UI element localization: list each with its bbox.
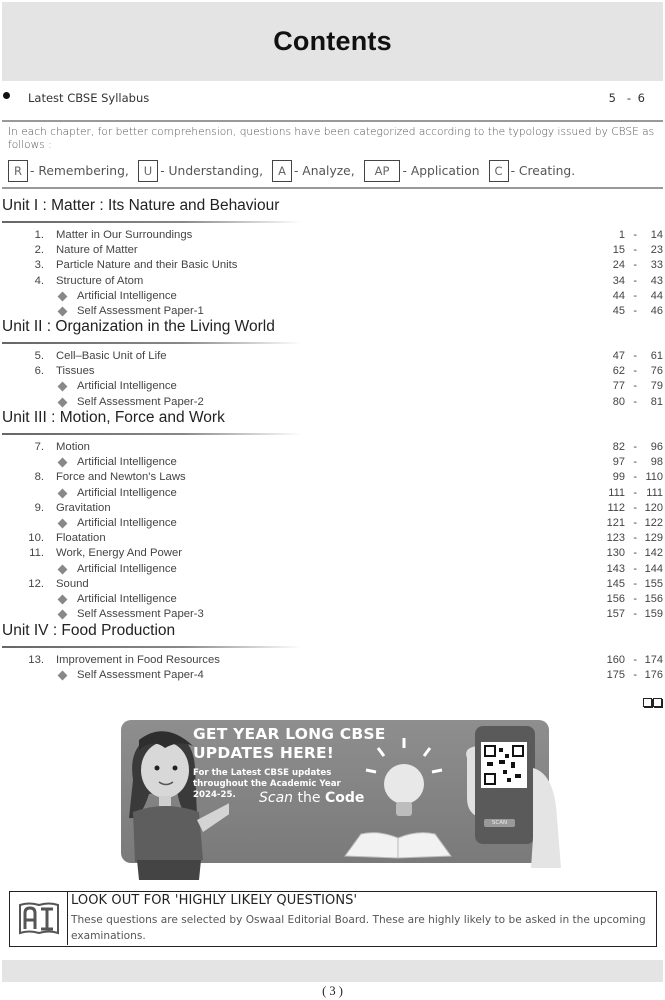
- page-dash: -: [633, 305, 637, 317]
- page-from: 123: [606, 532, 625, 545]
- page-to: 174: [644, 654, 663, 666]
- page-dash: -: [633, 501, 637, 514]
- entry-title: Self Assessment Paper-2: [77, 395, 204, 408]
- page-from: 45: [612, 305, 625, 317]
- code-badge: C: [489, 160, 509, 182]
- code-label: - Understanding,: [160, 163, 264, 178]
- page-to: 144: [644, 562, 663, 575]
- chapter-number: 12.: [28, 577, 44, 590]
- entry-title: Self Assessment Paper-3: [77, 608, 204, 621]
- scan-word: Scan: [259, 790, 294, 806]
- subtext-line: throughout the Academic Year: [193, 779, 341, 789]
- code-word: Code: [324, 790, 365, 806]
- page-dash: -: [633, 244, 637, 257]
- chapter-number: 3.: [34, 259, 44, 272]
- page-title: Contents: [273, 26, 392, 56]
- page-from: 143: [606, 562, 625, 575]
- toc-subentry[interactable]: [0, 487, 665, 502]
- page-from: 97: [612, 456, 625, 469]
- toc-subentry[interactable]: [0, 593, 665, 608]
- page-to: 46: [650, 305, 663, 317]
- toc-entry[interactable]: [0, 471, 665, 486]
- entry-title: Artificial Intelligence: [77, 486, 177, 499]
- toc-entry[interactable]: [0, 259, 665, 274]
- banner-headline: [193, 725, 386, 763]
- code-badge: AP: [364, 160, 401, 182]
- page-from: 62: [612, 365, 625, 378]
- page-to: 61: [650, 350, 663, 362]
- page-to: 98: [650, 456, 663, 469]
- page-header: [2, 2, 663, 81]
- page-to: 43: [650, 274, 663, 287]
- corner-marks: [643, 698, 662, 707]
- subtext-line: 2024-25.: [193, 790, 236, 800]
- page-from: 111: [608, 486, 625, 499]
- toc-subentry[interactable]: [0, 669, 665, 684]
- page-dash: -: [633, 229, 637, 241]
- page-to: 111: [646, 486, 663, 499]
- page-dash: -: [633, 456, 637, 469]
- page-dash: -: [633, 289, 637, 302]
- unit-divider: [2, 646, 302, 648]
- page-dash: -: [633, 380, 637, 393]
- divider: [2, 120, 663, 122]
- chapter-number: 5.: [34, 350, 44, 362]
- footer-band: [2, 960, 663, 982]
- page-dash: -: [633, 593, 637, 605]
- chapter-number: 4.: [34, 274, 44, 287]
- chapter-number: 2.: [34, 244, 44, 257]
- page-from: 157: [606, 608, 625, 621]
- entry-title: Self Assessment Paper-4: [77, 669, 204, 682]
- unit-divider: [2, 433, 302, 435]
- code-label: - Creating.: [510, 163, 576, 178]
- scan-button[interactable]: SCAN: [484, 819, 515, 827]
- entry-title: Particle Nature and their Basic Units: [56, 259, 238, 272]
- page-dash: -: [633, 365, 637, 378]
- square-icon: [653, 698, 662, 707]
- toc-subentry[interactable]: [0, 380, 665, 395]
- chapter-number: 7.: [34, 441, 44, 453]
- page-from: 47: [612, 350, 625, 362]
- page-from: 15: [612, 244, 625, 257]
- page-to: 176: [644, 669, 663, 682]
- toc-subentry[interactable]: [0, 608, 665, 623]
- syllabus-label: Latest CBSE Syllabus: [28, 91, 150, 105]
- entry-title: Force and Newton's Laws: [56, 471, 186, 484]
- phone-qr-illustration: [461, 718, 561, 868]
- entry-title: Artificial Intelligence: [77, 593, 177, 605]
- page-dash: -: [633, 669, 637, 682]
- diamond-bullet-icon: [58, 564, 68, 574]
- page-from: 99: [612, 471, 625, 484]
- chapter-number: 9.: [34, 501, 44, 514]
- page-from: 175: [606, 669, 625, 682]
- page-to: 6: [637, 91, 645, 105]
- headline-line: GET YEAR LONG CBSE: [193, 725, 386, 743]
- promo-banner[interactable]: [121, 720, 549, 863]
- chapter-number: 13.: [28, 654, 44, 666]
- page-to: 142: [644, 547, 663, 560]
- legend-item-analyze: [272, 160, 355, 182]
- page-to: 120: [644, 501, 663, 514]
- diamond-bullet-icon: [58, 458, 68, 468]
- diamond-bullet-icon: [58, 610, 68, 620]
- page-from: 82: [612, 441, 625, 453]
- entry-title: Artificial Intelligence: [77, 456, 177, 469]
- page-to: 129: [644, 532, 663, 545]
- toc-entry[interactable]: [0, 578, 665, 593]
- diamond-bullet-icon: [58, 397, 68, 407]
- legend-item-application: [364, 160, 480, 182]
- toc-entry[interactable]: [0, 547, 665, 562]
- ai-book-icon: [17, 899, 61, 939]
- page-dash: -: [633, 350, 637, 362]
- page-dash: -: [633, 608, 637, 621]
- page-from: 77: [612, 380, 625, 393]
- unit-title: Unit III : Motion, Force and Work: [2, 409, 225, 426]
- typology-legend: [8, 159, 584, 182]
- syllabus-entry[interactable]: [0, 89, 665, 109]
- entry-title: Work, Energy And Power: [56, 547, 182, 560]
- legend-item-understanding: [138, 160, 263, 182]
- page-from: 160: [606, 654, 625, 666]
- entry-title: Floatation: [56, 532, 106, 545]
- entry-title: Tissues: [56, 365, 95, 378]
- entry-title: Artificial Intelligence: [77, 380, 177, 393]
- page-to: 76: [650, 365, 663, 378]
- entry-title: Artificial Intelligence: [77, 562, 177, 575]
- diamond-bullet-icon: [58, 595, 68, 605]
- unit-divider: [2, 342, 302, 344]
- page-from: 156: [606, 593, 625, 605]
- page-number: ( 3 ): [322, 984, 343, 998]
- legend-item-remembering: [8, 160, 129, 182]
- unit-title: Unit I : Matter : Its Nature and Behaviour: [2, 197, 280, 214]
- chapter-number: 11.: [29, 547, 44, 560]
- square-icon: [643, 698, 652, 707]
- page-to: 14: [650, 229, 663, 241]
- entry-title: Artificial Intelligence: [77, 517, 177, 529]
- page-from: 24: [612, 259, 625, 272]
- ai-box-description: These questions are selected by Oswaal Editorial Board. These are highly likely to be asked in the upcoming examinations.: [71, 914, 646, 942]
- typology-intro: In each chapter, for better comprehension, questions have been categorized according to the typology issued by CBSE as follows :: [8, 126, 655, 151]
- page-dash: -: [626, 91, 631, 105]
- chapter-number: 6.: [34, 365, 44, 378]
- unit-title: Unit IV : Food Production: [2, 622, 176, 639]
- code-label: - Analyze,: [293, 163, 355, 178]
- ai-icon-cell: [10, 892, 68, 945]
- page-from: 44: [612, 289, 625, 302]
- page-to: 159: [644, 608, 663, 621]
- divider: [2, 187, 663, 189]
- page-dash: -: [633, 441, 637, 453]
- entry-title: Structure of Atom: [56, 274, 144, 287]
- page-to: 79: [650, 380, 663, 393]
- chapter-number: 10.: [28, 532, 44, 545]
- page-to: 122: [644, 517, 663, 529]
- page-from: 80: [612, 395, 625, 408]
- diamond-bullet-icon: [58, 488, 68, 498]
- toc-entry[interactable]: [0, 244, 665, 259]
- diamond-bullet-icon: [58, 671, 68, 681]
- bullet-icon: [3, 92, 10, 99]
- page-to: 96: [650, 441, 663, 453]
- highly-likely-questions-box: [9, 891, 657, 947]
- toc-entry[interactable]: [0, 502, 665, 517]
- diamond-bullet-icon: [58, 291, 68, 301]
- page-dash: -: [633, 471, 637, 484]
- scan-the-code: [259, 790, 364, 806]
- diamond-bullet-icon: [58, 382, 68, 392]
- entry-title: Nature of Matter: [56, 244, 138, 257]
- page-dash: -: [633, 274, 637, 287]
- entry-title: Cell–Basic Unit of Life: [56, 350, 167, 362]
- page-from: 34: [612, 274, 625, 287]
- entry-title: Matter in Our Surroundings: [56, 229, 193, 241]
- toc-entry[interactable]: [0, 365, 665, 380]
- entry-title: Artificial Intelligence: [77, 289, 177, 302]
- toc-entry[interactable]: [0, 532, 665, 547]
- page-dash: -: [633, 517, 637, 529]
- page-dash: -: [633, 486, 637, 499]
- ai-box-heading: LOOK OUT FOR 'HIGHLY LIKELY QUESTIONS': [71, 893, 358, 908]
- diamond-bullet-icon: [58, 307, 68, 317]
- toc-entry[interactable]: [0, 441, 665, 456]
- code-badge: A: [272, 160, 292, 182]
- entry-title: Gravitation: [56, 501, 111, 514]
- entry-title: Improvement in Food Resources: [56, 654, 220, 666]
- code-label: - Remembering,: [30, 163, 129, 178]
- toc-entry[interactable]: [0, 229, 665, 244]
- diamond-bullet-icon: [58, 519, 68, 529]
- page-from: 121: [606, 517, 625, 529]
- toc-entry[interactable]: [0, 275, 665, 290]
- book-icon: [343, 828, 453, 860]
- page-from: 112: [607, 501, 625, 514]
- page-dash: -: [633, 532, 637, 545]
- unit-title: Unit II : Organization in the Living World: [2, 318, 275, 335]
- code-badge: R: [8, 160, 28, 182]
- page-from: 1: [618, 229, 625, 241]
- code-label: - Application: [402, 163, 480, 178]
- page-to: 156: [644, 593, 663, 605]
- toc-subentry[interactable]: [0, 563, 665, 578]
- page-from: 5: [608, 91, 616, 105]
- page-to: 110: [645, 471, 663, 484]
- page-to: 23: [650, 244, 663, 257]
- legend-item-creating: [489, 160, 576, 182]
- entry-title: Self Assessment Paper-1: [77, 305, 204, 317]
- toc-entry[interactable]: [0, 654, 665, 669]
- the-word: the: [293, 790, 325, 806]
- entry-title: Sound: [56, 577, 89, 590]
- page-to: 44: [650, 289, 663, 302]
- page-from: 130: [606, 547, 625, 560]
- subtext-line: For the Latest CBSE updates: [193, 768, 332, 778]
- chapter-number: 1.: [34, 229, 44, 241]
- page-dash: -: [633, 654, 637, 666]
- chapter-number: 8.: [34, 471, 44, 484]
- unit-divider: [2, 221, 302, 223]
- page-dash: -: [633, 547, 637, 560]
- headline-line: UPDATES HERE!: [193, 744, 335, 762]
- toc-subentry[interactable]: [0, 517, 665, 532]
- page-to: 33: [650, 259, 663, 272]
- code-badge: U: [138, 160, 158, 182]
- page-dash: -: [633, 577, 637, 590]
- page-to: 81: [650, 395, 663, 408]
- toc-subentry[interactable]: [0, 290, 665, 305]
- toc-entry[interactable]: [0, 350, 665, 365]
- page-dash: -: [633, 259, 637, 272]
- page-from: 145: [606, 577, 625, 590]
- toc-subentry[interactable]: [0, 456, 665, 471]
- page-to: 155: [644, 577, 663, 590]
- entry-title: Motion: [56, 441, 90, 453]
- page-dash: -: [633, 395, 637, 408]
- page-dash: -: [633, 562, 637, 575]
